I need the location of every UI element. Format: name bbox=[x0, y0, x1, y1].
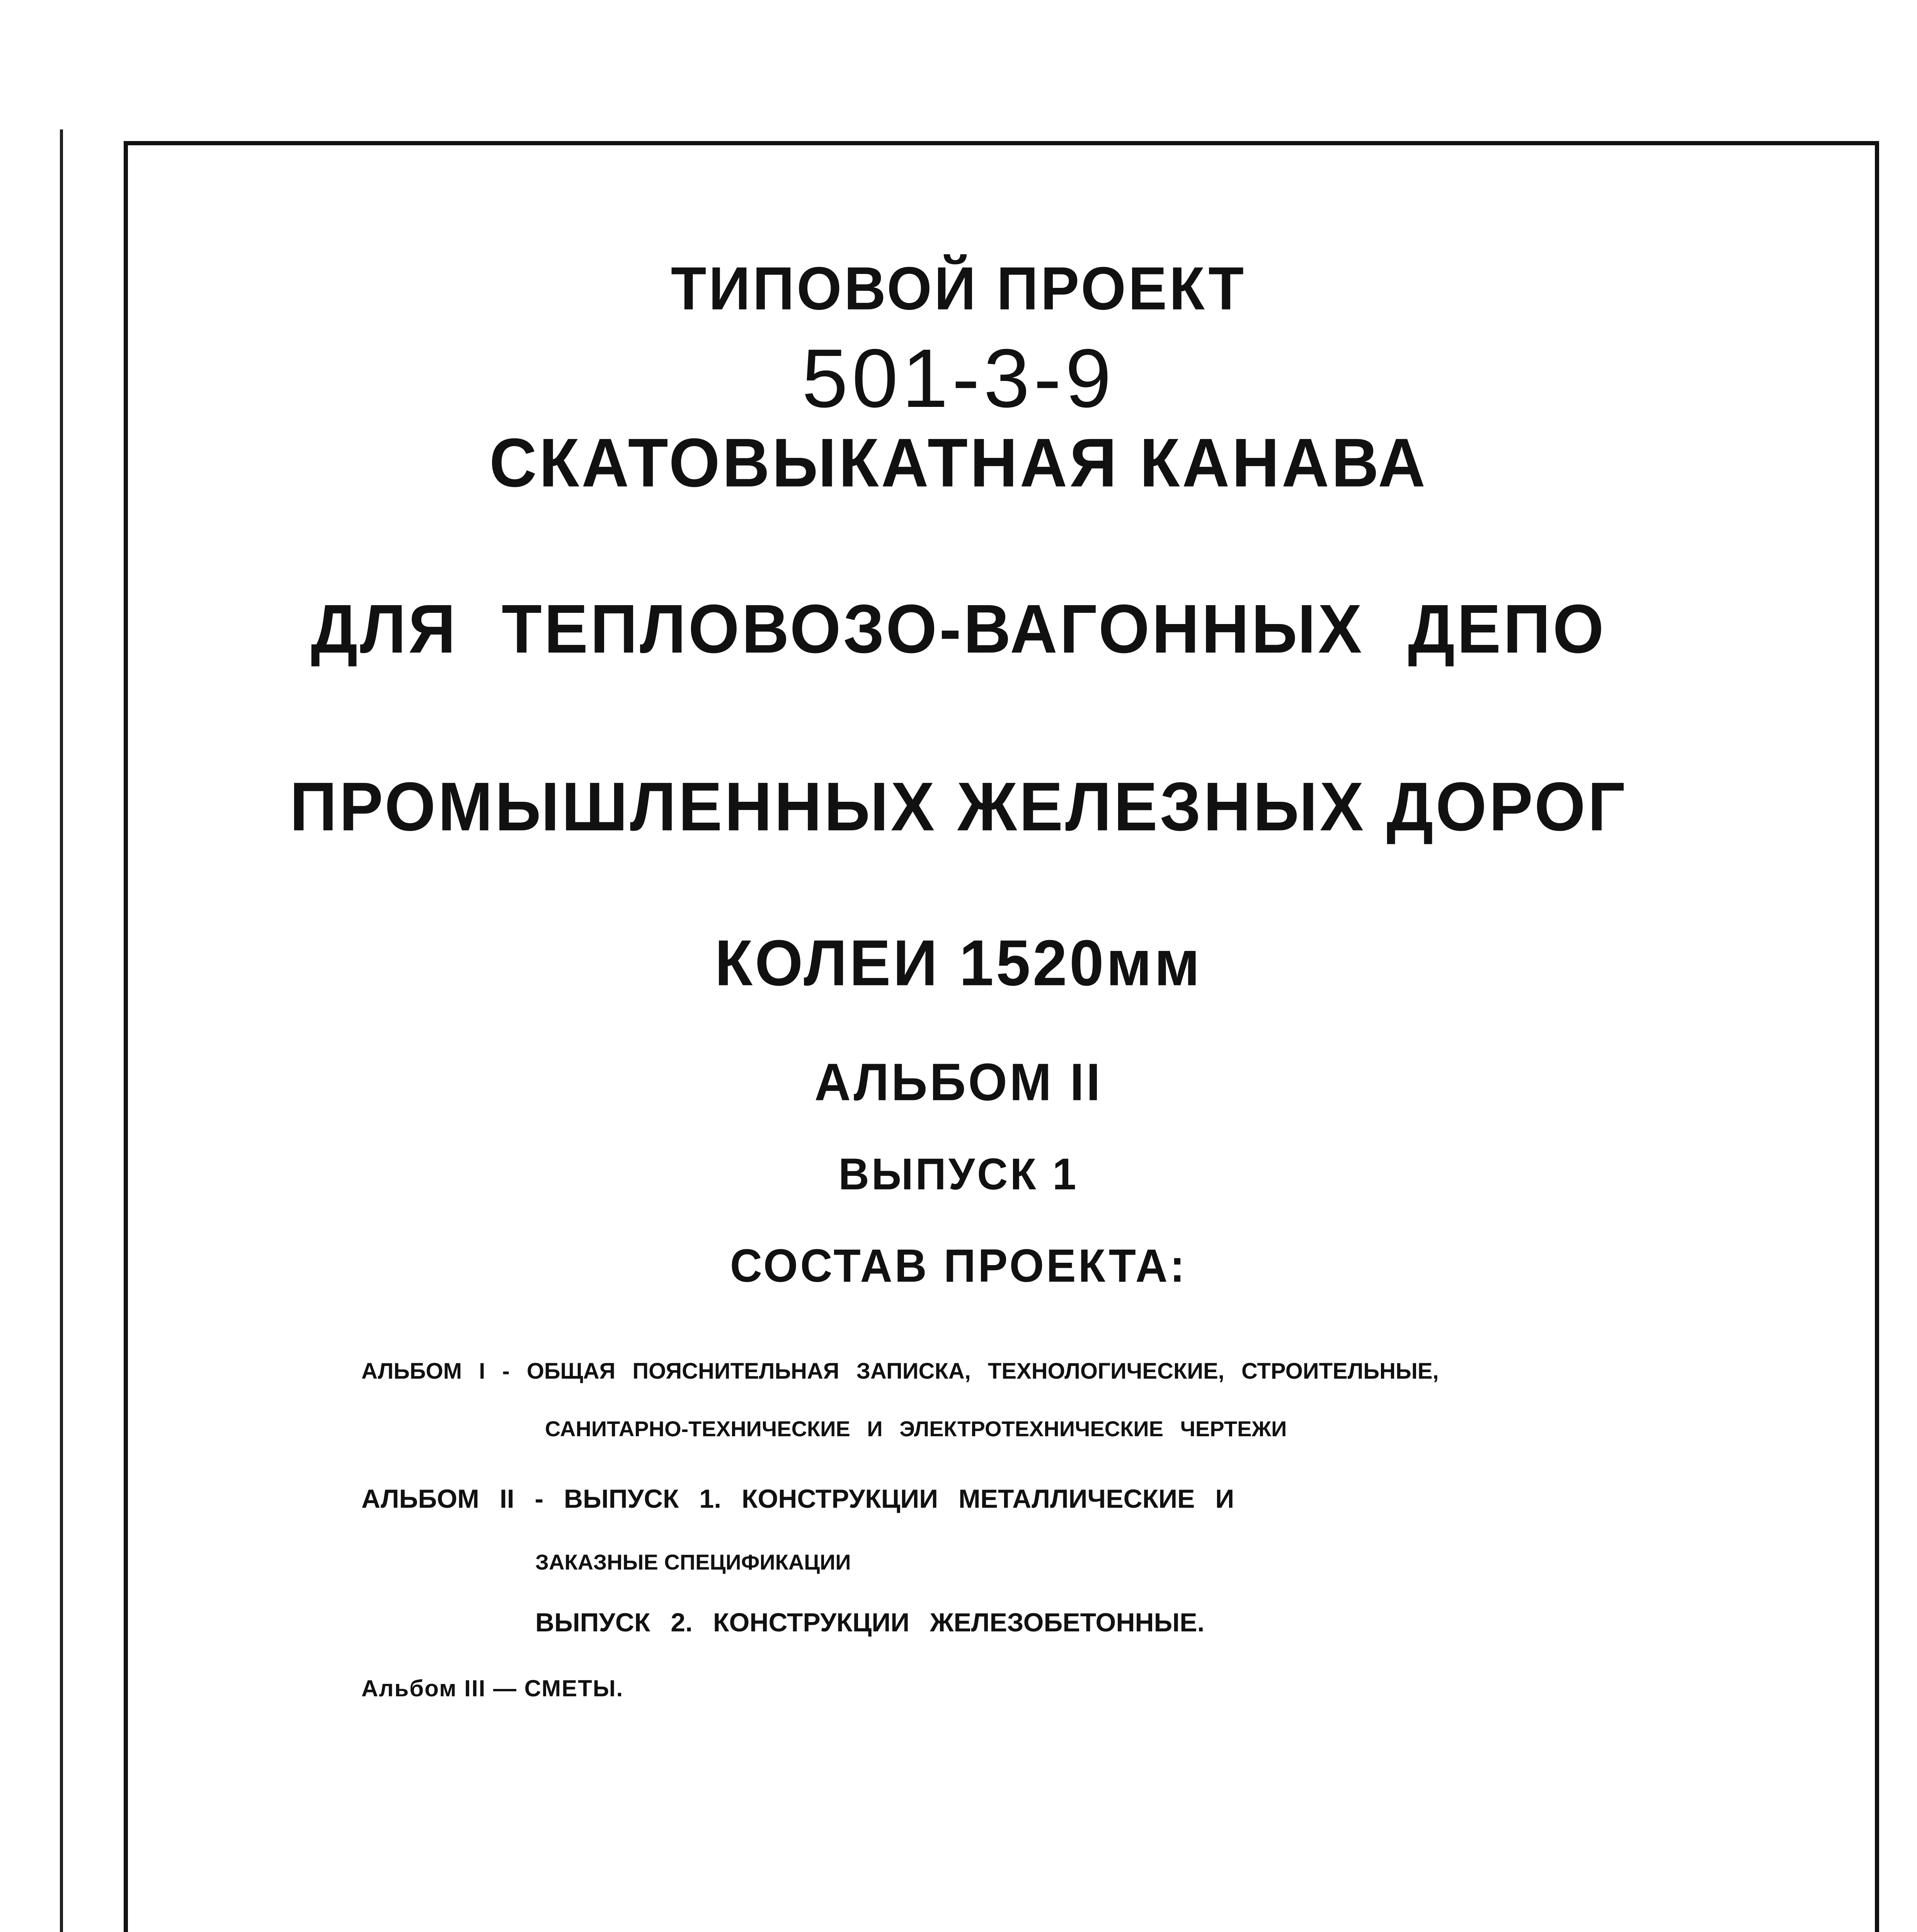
title-line-3: ПРОМЫШЛЕННЫХ ЖЕЛЕЗНЫХ ДОРОГ bbox=[289, 768, 1628, 845]
title-line-2: ДЛЯ ТЕПЛОВОЗО-ВАГОННЫХ ДЕПО bbox=[311, 590, 1606, 668]
composition-album1-line2: САНИТАРНО-ТЕХНИЧЕСКИЕ И ЭЛЕКТРОТЕХНИЧЕСКИЕ ЧЕРТЕЖИ bbox=[545, 1417, 1287, 1441]
composition-album2-line2: ЗАКАЗНЫЕ СПЕЦИФИКАЦИИ bbox=[535, 1550, 851, 1574]
issue-label: ВЫПУСК 1 bbox=[838, 1149, 1079, 1199]
title-line-4: КОЛЕИ 1520мм bbox=[715, 926, 1202, 999]
composition-album2-line3: ВЫПУСК 2. КОНСТРУКЦИИ ЖЕЛЕЗОБЕТОННЫЕ. bbox=[535, 1608, 1205, 1637]
album-label: АЛЬБОМ II bbox=[814, 1052, 1103, 1112]
composition-album3: Альбом III — СМЕТЫ. bbox=[361, 1675, 624, 1701]
composition-album2-line1: АЛЬБОМ II - ВЫПУСК 1. КОНСТРУКЦИИ МЕТАЛЛИЧЕСКИЕ И bbox=[361, 1484, 1234, 1514]
title-line-1: СКАТОВЫКАТНАЯ КАНАВА bbox=[489, 424, 1428, 502]
project-number: 501-3-9 bbox=[802, 332, 1115, 425]
composition-heading: СОСТАВ ПРОЕКТА: bbox=[730, 1240, 1187, 1292]
project-type: ТИПОВОЙ ПРОЕКТ bbox=[671, 254, 1246, 323]
composition-album1-line1: АЛЬБОМ I - ОБЩАЯ ПОЯСНИТЕЛЬНАЯ ЗАПИСКА, ТЕХНОЛОГИЧЕСКИЕ, СТРОИТЕЛЬНЫЕ, bbox=[361, 1359, 1439, 1384]
